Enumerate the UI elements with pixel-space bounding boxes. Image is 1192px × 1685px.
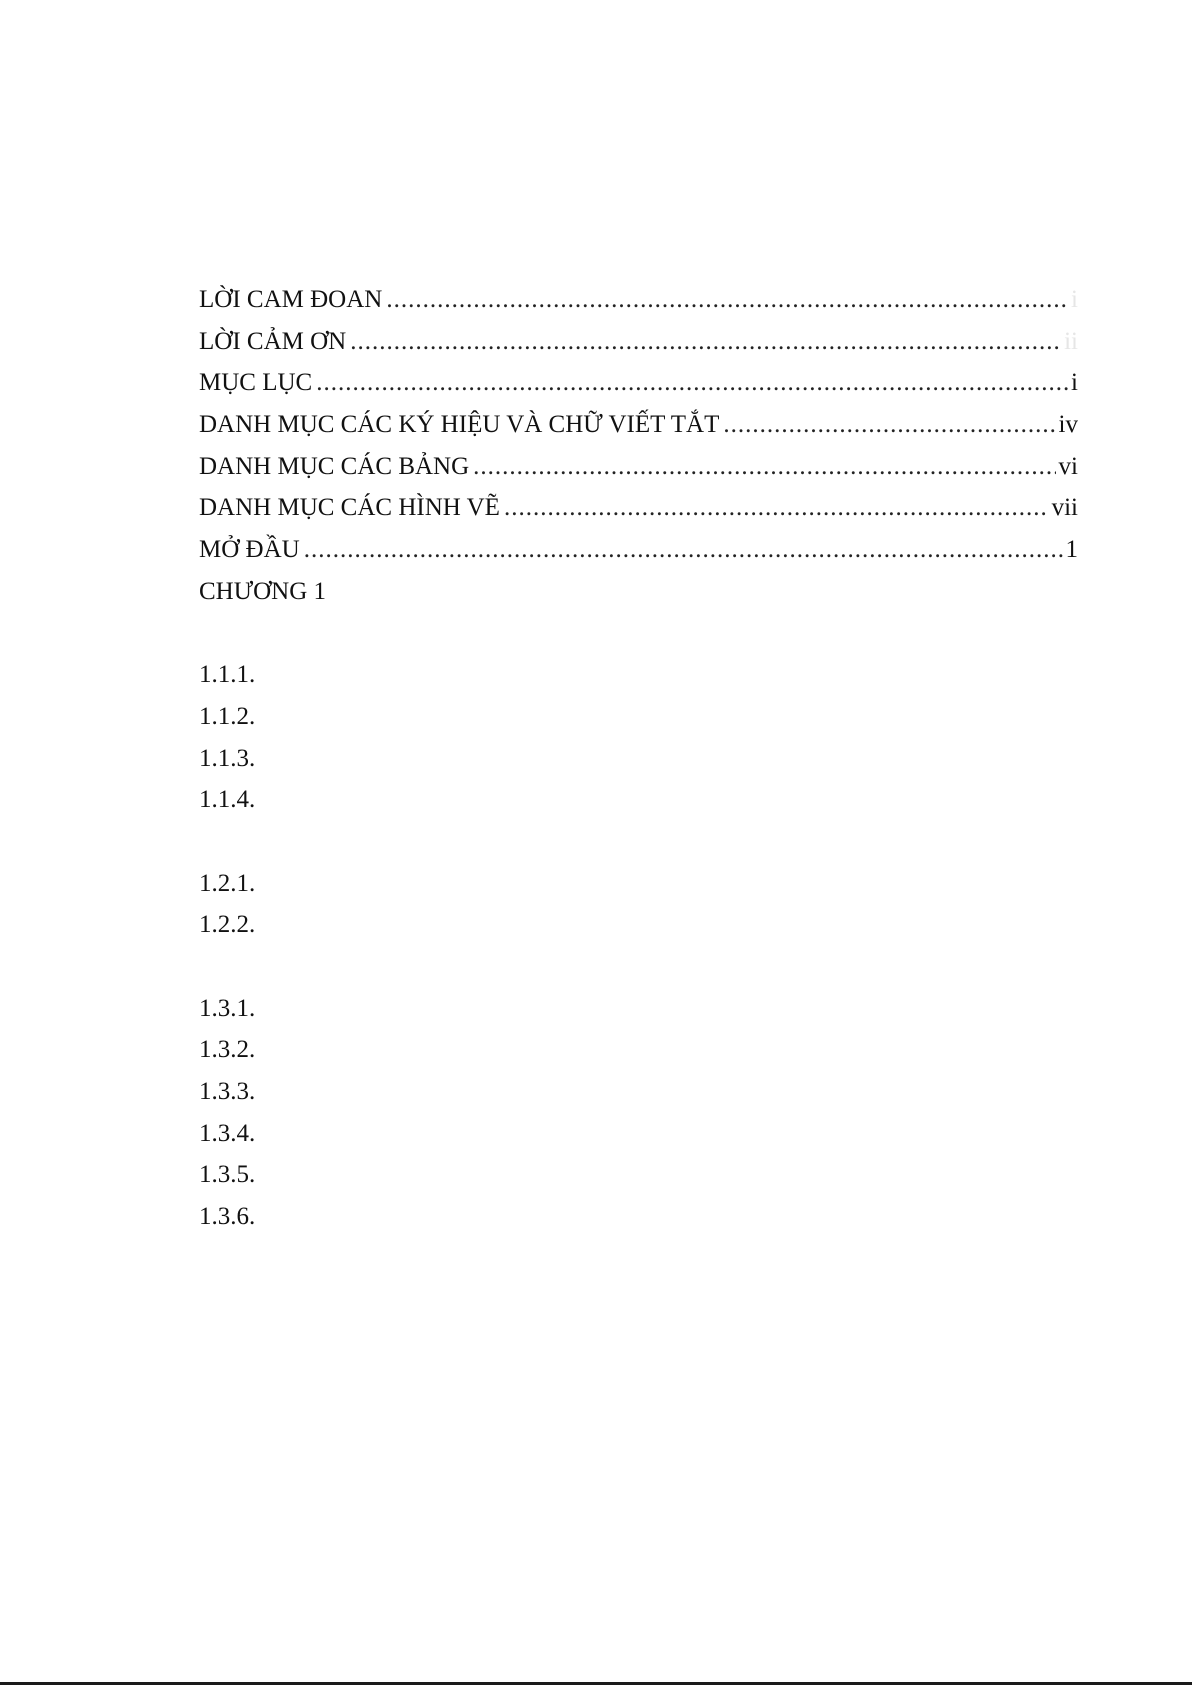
dot-leader: [723, 404, 1055, 446]
toc-entry-label: LỜI CẢM ƠN: [199, 327, 347, 355]
toc-entry-loi-cam-on[interactable]: [199, 321, 1078, 363]
toc-entry-loi-cam-doan[interactable]: [199, 279, 1078, 321]
toc-subsection-number[interactable]: 1.3.2.: [199, 1036, 256, 1064]
toc-entry-label: DANH MỤC CÁC HÌNH VẼ: [199, 494, 500, 522]
toc-entry-ky-hieu-viet-tat[interactable]: [199, 404, 1078, 446]
toc-entry-danh-muc-bang[interactable]: [199, 446, 1078, 488]
toc-blank-line: [199, 821, 1078, 863]
toc-entry-label: DANH MỤC CÁC KÝ HIỆU VÀ CHỮ VIẾT TẮT: [199, 411, 720, 439]
toc-entry-page-number: ii: [1064, 327, 1078, 355]
toc-subsection-number[interactable]: 1.1.3.: [199, 744, 256, 772]
toc-entry-mo-dau[interactable]: [199, 529, 1078, 571]
toc-entry-page-number: vii: [1051, 494, 1078, 522]
toc-subsection-number[interactable]: 1.2.1.: [199, 869, 256, 897]
toc-blank-line: [199, 613, 1078, 655]
toc-entry-page-number: i: [1071, 369, 1078, 397]
toc-entry-label: MỞ ĐẦU: [199, 536, 300, 564]
dot-leader: [473, 446, 1055, 488]
toc-entry-label: LỜI CAM ĐOAN: [199, 286, 383, 313]
toc-blank-line: [199, 946, 1078, 988]
toc-subsection-number[interactable]: 1.3.1.: [199, 994, 256, 1022]
toc-entry-label: DANH MỤC CÁC BẢNG: [199, 452, 470, 480]
toc-subsection-number[interactable]: 1.1.2.: [199, 702, 256, 730]
toc-entry-page-number: iv: [1058, 411, 1078, 439]
toc-subsection-number[interactable]: 1.1.4.: [199, 786, 256, 814]
dot-leader: [504, 487, 1049, 529]
dot-leader: [304, 529, 1063, 571]
dot-leader: [350, 321, 1061, 363]
table-of-contents: [199, 279, 1078, 1238]
toc-entry-label: MỤC LỤC: [199, 369, 313, 397]
toc-subsection-number[interactable]: 1.3.4.: [199, 1119, 256, 1147]
dot-leader: [386, 279, 1068, 321]
toc-subsection-number[interactable]: 1.3.5.: [199, 1161, 256, 1189]
toc-subsection-number[interactable]: 1.3.6.: [199, 1203, 256, 1231]
toc-entry-muc-luc[interactable]: [199, 362, 1078, 404]
toc-subsection-number[interactable]: 1.3.3.: [199, 1078, 256, 1106]
toc-entry-page-number: 1: [1065, 536, 1078, 564]
dot-leader: [316, 362, 1068, 404]
toc-entry-page-number: vi: [1058, 452, 1078, 480]
toc-subsection-number[interactable]: 1.2.2.: [199, 911, 256, 939]
toc-entry-page-number: i: [1071, 286, 1078, 313]
toc-entry-danh-muc-hinh-ve[interactable]: [199, 487, 1078, 529]
toc-subsection-number[interactable]: 1.1.1.: [199, 661, 256, 689]
toc-chapter-heading[interactable]: CHƯƠNG 1: [199, 577, 327, 605]
